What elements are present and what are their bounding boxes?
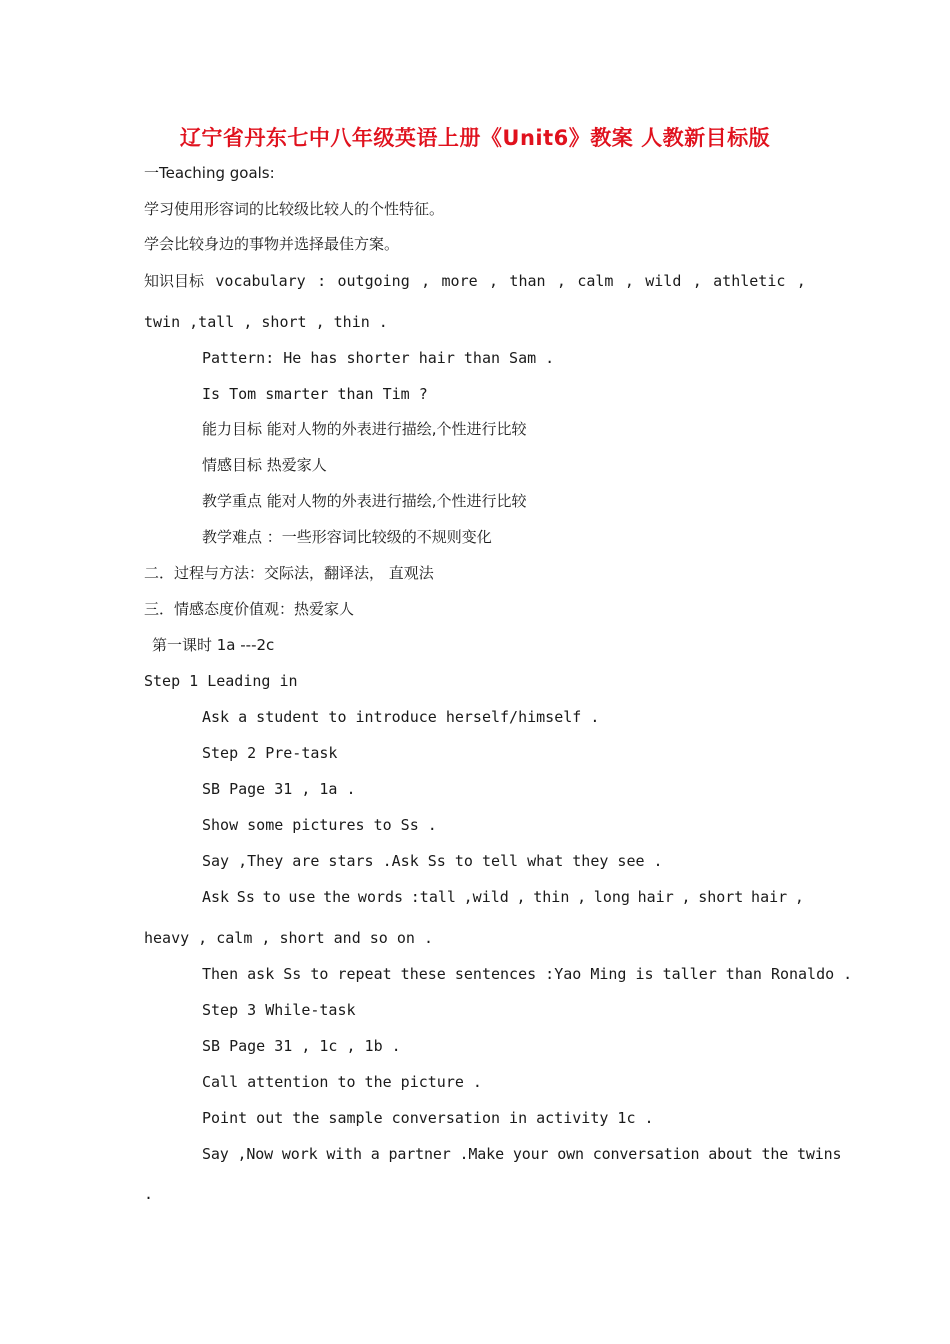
step-2-line-d-cont: heavy , calm , short and so on . xyxy=(144,929,433,947)
lesson-heading: 第一课时 1a ---2c xyxy=(152,636,275,654)
word: short xyxy=(698,888,744,906)
key-point: 教学重点 能对人物的外表进行描绘,个性进行比较 xyxy=(202,492,527,510)
word: words xyxy=(357,888,404,906)
vocab-word: calm xyxy=(577,272,614,290)
step-2-line-a: SB Page 31 , 1a . xyxy=(202,780,356,798)
step-2-line-e: Then ask Ss to repeat these sentences :Yao Ming is taller than Ronaldo . xyxy=(202,965,853,983)
vocab-word: 知识目标 xyxy=(144,272,205,290)
emotion-goal: 情感目标 热爱家人 xyxy=(202,456,327,474)
step-1-line: Ask a student to introduce herself/himself . xyxy=(202,708,600,726)
word: use xyxy=(288,888,316,906)
step-2-heading: Step 2 Pre-task xyxy=(202,744,338,762)
vocab-word: : xyxy=(317,272,327,290)
step-3-line-a: SB Page 31 , 1c , 1b . xyxy=(202,1037,401,1055)
step-3-line-d-cont: . xyxy=(144,1185,154,1203)
step-2-line-c: Say ,They are stars .Ask Ss to tell what they see . xyxy=(202,852,663,870)
vocab-word: , xyxy=(421,272,431,290)
step-2-line-d xyxy=(202,887,804,907)
word: , xyxy=(516,888,526,906)
step-3-line-d: Say ,Now work with a partner .Make your own conversation about the twins xyxy=(202,1145,842,1163)
document-title: 辽宁省丹东七中八年级英语上册《Unit6》教案 人教新目标版 xyxy=(179,126,771,150)
word: to xyxy=(262,888,281,906)
vocab-word: , xyxy=(692,272,702,290)
word: Ask xyxy=(202,888,230,906)
vocab-word: vocabulary xyxy=(215,272,306,290)
word: long xyxy=(593,888,630,906)
vocab-word: than xyxy=(509,272,546,290)
word: thin xyxy=(533,888,570,906)
vocab-word: more xyxy=(441,272,478,290)
vocab-word: outgoing xyxy=(337,272,410,290)
word: ,wild xyxy=(463,888,509,906)
teaching-goals-heading: 一Teaching goals: xyxy=(144,164,275,182)
step-3-line-b: Call attention to the picture . xyxy=(202,1073,482,1091)
vocab-word: , xyxy=(624,272,634,290)
goal-line-2: 学会比较身边的事物并选择最佳方案。 xyxy=(144,235,400,253)
pattern-line-1: Pattern: He has shorter hair than Sam . xyxy=(202,349,555,367)
word: , xyxy=(681,888,691,906)
step-3-line-c: Point out the sample conversation in activity 1c . xyxy=(202,1109,654,1127)
vocab-word: wild xyxy=(645,272,682,290)
word: , xyxy=(577,888,587,906)
word: :tall xyxy=(410,888,456,906)
step-1-heading: Step 1 Leading in xyxy=(144,672,298,690)
word: hair xyxy=(637,888,674,906)
vocab-word: athletic xyxy=(713,272,786,290)
vocabulary-line xyxy=(144,271,806,291)
goal-line-1: 学习使用形容词的比较级比较人的个性特征。 xyxy=(144,200,445,218)
vocab-word: , xyxy=(556,272,566,290)
vocab-word: , xyxy=(489,272,499,290)
vocab-word: , xyxy=(796,272,806,290)
step-3-heading: Step 3 While-task xyxy=(202,1001,356,1019)
process-method: 二．过程与方法：交际法，翻译法， 直观法 xyxy=(144,564,434,582)
word: , xyxy=(794,888,804,906)
word: the xyxy=(323,888,351,906)
step-2-line-b: Show some pictures to Ss . xyxy=(202,816,437,834)
pattern-line-2: Is Tom smarter than Tim ? xyxy=(202,385,428,403)
vocabulary-line-cont: twin ,tall , short , thin . xyxy=(144,313,388,331)
word: hair xyxy=(751,888,788,906)
difficulty: 教学难点 ：一些形容词比较级的不规则变化 xyxy=(202,528,492,546)
ability-goal: 能力目标 能对人物的外表进行描绘,个性进行比较 xyxy=(202,420,527,438)
attitude-values: 三．情感态度价值观：热爱家人 xyxy=(144,600,355,618)
word: Ss xyxy=(236,888,255,906)
